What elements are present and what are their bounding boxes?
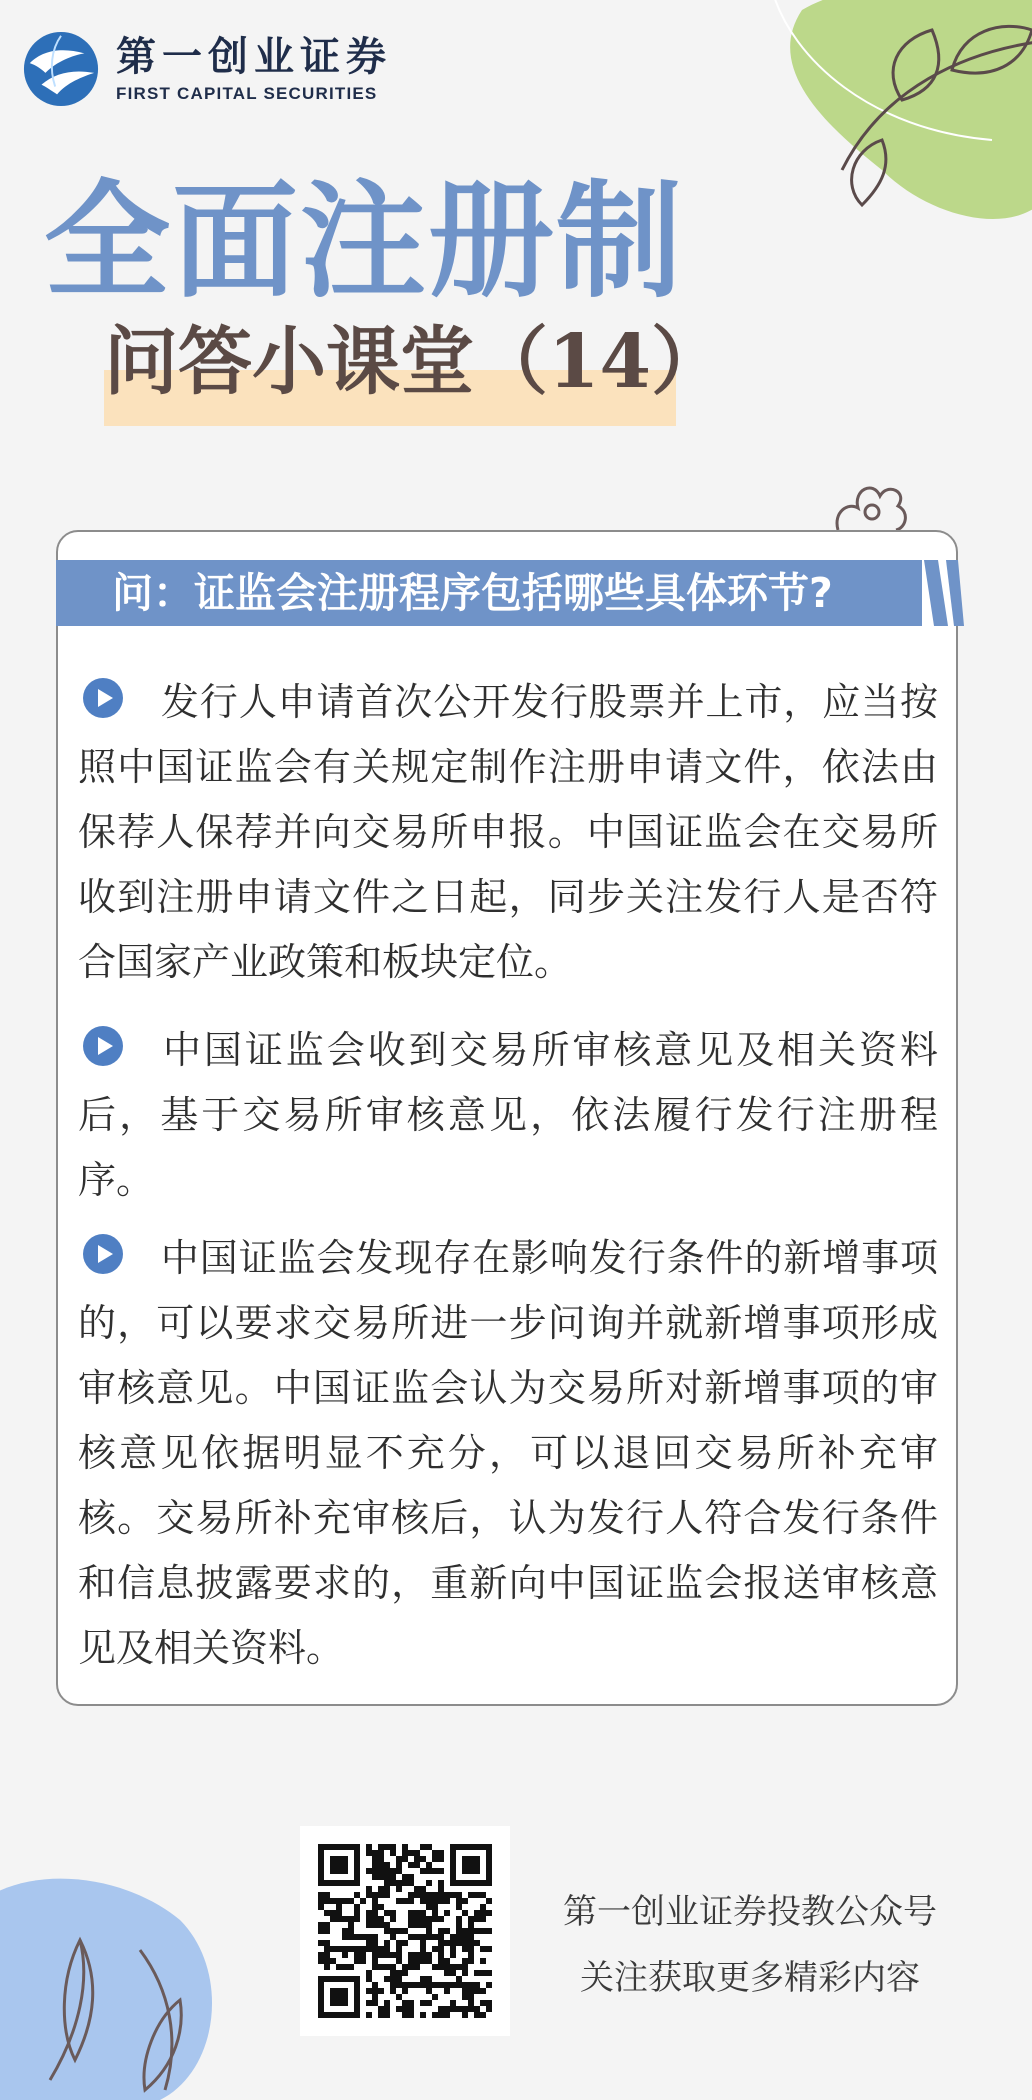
page-title: 全面注册制 [44, 168, 684, 315]
answer-paragraph [78, 670, 938, 995]
green-leaf-decoration [732, 0, 1032, 240]
answer-paragraph [78, 1018, 938, 1213]
play-icon [82, 1025, 124, 1067]
footer-line-2: 关注获取更多精彩内容 [580, 1958, 920, 1998]
flower-outline-icon [828, 472, 908, 532]
brand-name-cn: 第一创业证券 [116, 33, 392, 80]
brand-name-en: FIRST CAPITAL SECURITIES [116, 84, 378, 103]
qr-code-image [300, 1826, 510, 2036]
answer-text: 发行人申请首次公开发行股票并上市，应当按照中国证监会有关规定制作注册申请文件，依法由保荐人保荐并向交易所申报。中国证监会在交易所收到注册申请文件之日起，同步关注发行人是否符合国家产业政策和板块定位。 [78, 680, 938, 984]
answer-text: 中国证监会收到交易所审核意见及相关资料后，基于交易所审核意见，依法履行发行注册程序。 [78, 1028, 938, 1202]
answer-text: 中国证监会发现存在影响发行条件的新增事项的，可以要求交易所进一步问询并就新增事项形成审核意见。中国证监会认为交易所对新增事项的审核意见依据明显不充分，可以退回交易所补充审核。交易所补充审核后，认为发行人符合发行条件和信息披露要求的，重新向中国证监会报送审核意见及相关资料。 [78, 1236, 938, 1670]
brand-logo [22, 30, 392, 108]
page-subtitle: 问答小课堂（14） [104, 319, 725, 405]
play-icon [82, 677, 124, 719]
globe-logo-icon [22, 30, 100, 108]
footer-line-1: 第一创业证券投教公众号 [563, 1892, 937, 1932]
question-text: 问：证监会注册程序包括哪些具体环节? [112, 569, 833, 617]
play-icon [82, 1233, 124, 1275]
answer-paragraph [78, 1226, 938, 1681]
